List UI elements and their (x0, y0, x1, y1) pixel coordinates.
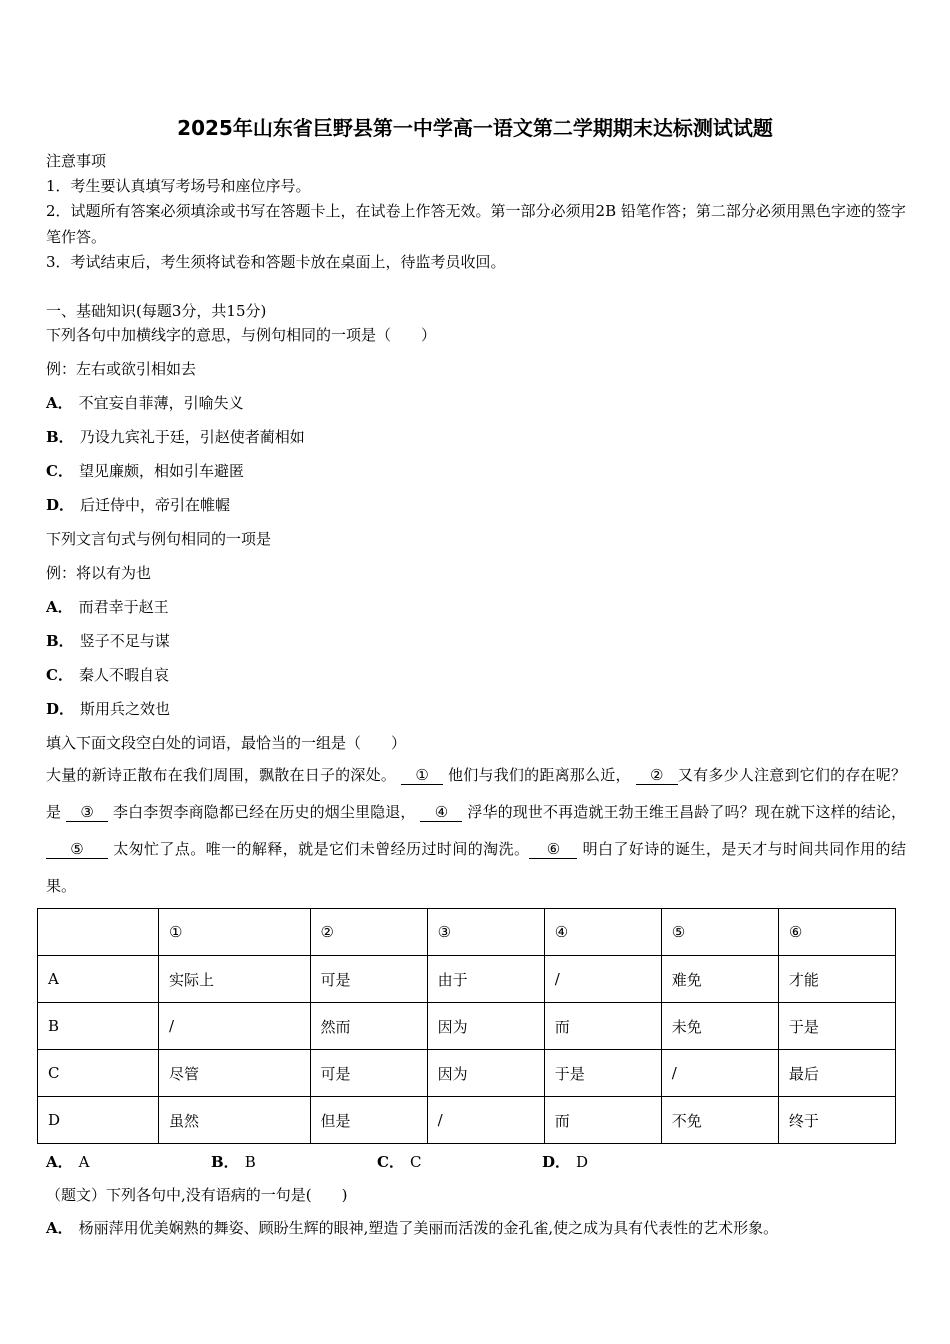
option-label: C． (46, 666, 73, 684)
passage-text: 又有多少人注意到它们的存在呢？是 (46, 766, 906, 821)
table-cell: 于是 (778, 1003, 895, 1050)
table-row (38, 1003, 896, 1050)
blank-5: ⑤ (46, 840, 108, 859)
passage-text: 大量的新诗正散布在我们周围，飘散在日子的深处。 (46, 766, 397, 784)
table-cell: 可是 (310, 956, 427, 1003)
q3-stem: 填入下面文段空白处的词语，最恰当的一组是（ ） (46, 734, 407, 752)
table-cell: 未免 (661, 1003, 778, 1050)
notice-item-2: 2．试题所有答案必须填涂或书写在答题卡上，在试卷上作答无效。第一部分必须用2B 铅笔作答；第二部分必须用黑色字迹的签字笔作答。 (46, 202, 906, 246)
q2-option-b[interactable] (46, 631, 170, 651)
section-heading: 一、基础知识(每题3分，共15分) (46, 302, 267, 320)
table-cell: / (544, 956, 661, 1003)
option-text: 乃设九宾礼于廷，引赵使者蔺相如 (79, 428, 305, 446)
table-cell: 不免 (661, 1097, 778, 1144)
q1-example: 例：左右或欲引相如去 (46, 360, 197, 378)
q4-stem: （题文）下列各句中,没有语病的一句是( ) (46, 1186, 348, 1204)
exam-title: 2025年山东省巨野县第一中学高一语文第二学期期末达标测试试题 (177, 116, 773, 140)
option-label: C． (377, 1153, 404, 1171)
answer-c[interactable] (377, 1152, 421, 1172)
table-cell: 而 (544, 1003, 661, 1050)
q1-option-d[interactable] (46, 495, 230, 515)
option-text: 竖子不足与谋 (79, 632, 170, 650)
q2-option-c[interactable] (46, 665, 169, 685)
options-table (37, 908, 896, 1144)
q1-option-c[interactable] (46, 461, 244, 481)
option-label: A． (46, 394, 73, 412)
notice-item-3: 3．考试结束后，考生须将试卷和答题卡放在桌面上，待监考员收回。 (46, 253, 506, 271)
option-text: 而君幸于赵王 (78, 598, 169, 616)
table-cell: 虽然 (159, 1097, 311, 1144)
passage-text: 他们与我们的距离那么近， (448, 766, 631, 784)
notice-heading: 注意事项 (46, 152, 107, 170)
q3-passage (46, 757, 906, 905)
table-cell: ⑥ (778, 909, 895, 956)
table-cell: / (661, 1050, 778, 1097)
option-text: 不宜妄自菲薄，引喻失义 (78, 394, 244, 412)
table-cell: B (38, 1003, 159, 1050)
passage-text: 李白李贺李商隐都已经在历史的烟尘里隐退， (112, 803, 416, 821)
answer-d[interactable] (542, 1152, 588, 1172)
option-label: A． (46, 1153, 73, 1171)
table-cell: 尽管 (159, 1050, 311, 1097)
table-cell: ④ (544, 909, 661, 956)
notice-item-1: 1．考生要认真填写考场号和座位序号。 (46, 177, 311, 195)
option-label: B． (46, 428, 74, 446)
table-cell: / (427, 1097, 544, 1144)
table-cell (38, 909, 159, 956)
blank-4: ④ (420, 803, 462, 822)
option-text: 杨丽萍用优美娴熟的舞姿、顾盼生辉的眼神,塑造了美丽而活泼的金孔雀,使之成为具有代表性的艺术形象。 (78, 1219, 779, 1237)
option-label: D． (46, 700, 75, 718)
blank-6: ⑥ (529, 840, 577, 859)
table-cell: 实际上 (159, 956, 311, 1003)
table-cell: 因为 (427, 1003, 544, 1050)
q4-option-a[interactable] (46, 1218, 778, 1238)
q1-option-b[interactable] (46, 427, 305, 447)
table-cell: ⑤ (661, 909, 778, 956)
option-label: B． (211, 1153, 239, 1171)
passage-text: 浮华的现世不再造就王勃王维王昌龄了吗？现在就下这样的结论， (467, 803, 906, 821)
q2-option-d[interactable] (46, 699, 170, 719)
table-row (38, 1097, 896, 1144)
option-text: A (78, 1153, 90, 1171)
table-cell: ② (310, 909, 427, 956)
table-cell: C (38, 1050, 159, 1097)
table-cell: 然而 (310, 1003, 427, 1050)
blank-2: ② (636, 766, 678, 785)
option-label: A． (46, 1219, 73, 1237)
q1-option-a[interactable] (46, 393, 244, 413)
q1-stem: 下列各句中加横线字的意思，与例句相同的一项是（ ） (46, 326, 437, 344)
option-label: C． (46, 462, 73, 480)
option-label: A． (46, 598, 73, 616)
table-cell: 可是 (310, 1050, 427, 1097)
passage-text: 明白了好诗的诞生，是天才与时间共同作用的结果。 (46, 840, 906, 895)
table-cell: 难免 (661, 956, 778, 1003)
q2-example: 例：将以有为也 (46, 564, 152, 582)
option-text: 望见廉颇，相如引车避匿 (78, 462, 244, 480)
table-cell: 才能 (778, 956, 895, 1003)
table-cell: ③ (427, 909, 544, 956)
table-cell: A (38, 956, 159, 1003)
table-header-row (38, 909, 896, 956)
passage-text: 太匆忙了点。唯一的解释，就是它们未曾经历过时间的淘洗。 (113, 840, 530, 858)
option-label: D． (46, 496, 75, 514)
table-cell: ① (159, 909, 311, 956)
option-text: B (244, 1153, 256, 1171)
q2-option-a[interactable] (46, 597, 169, 617)
table-cell: 最后 (778, 1050, 895, 1097)
q2-stem: 下列文言句式与例句相同的一项是 (46, 530, 272, 548)
option-label: B． (46, 632, 74, 650)
option-text: D (576, 1153, 589, 1171)
table-row (38, 1050, 896, 1097)
table-cell: 终于 (778, 1097, 895, 1144)
table-cell: 于是 (544, 1050, 661, 1097)
table-cell: D (38, 1097, 159, 1144)
blank-3: ③ (66, 803, 108, 822)
table-cell: / (159, 1003, 311, 1050)
blank-1: ① (401, 766, 443, 785)
table-cell: 但是 (310, 1097, 427, 1144)
table-cell: 而 (544, 1097, 661, 1144)
answer-b[interactable] (211, 1152, 256, 1172)
table-cell: 由于 (427, 956, 544, 1003)
table-row (38, 956, 896, 1003)
table-cell: 因为 (427, 1050, 544, 1097)
option-text: C (409, 1153, 422, 1171)
answer-a[interactable] (46, 1152, 89, 1172)
option-text: 后迁侍中，帝引在帷幄 (80, 496, 231, 514)
option-text: 斯用兵之效也 (80, 700, 171, 718)
option-label: D． (542, 1153, 571, 1171)
option-text: 秦人不暇自哀 (78, 666, 169, 684)
